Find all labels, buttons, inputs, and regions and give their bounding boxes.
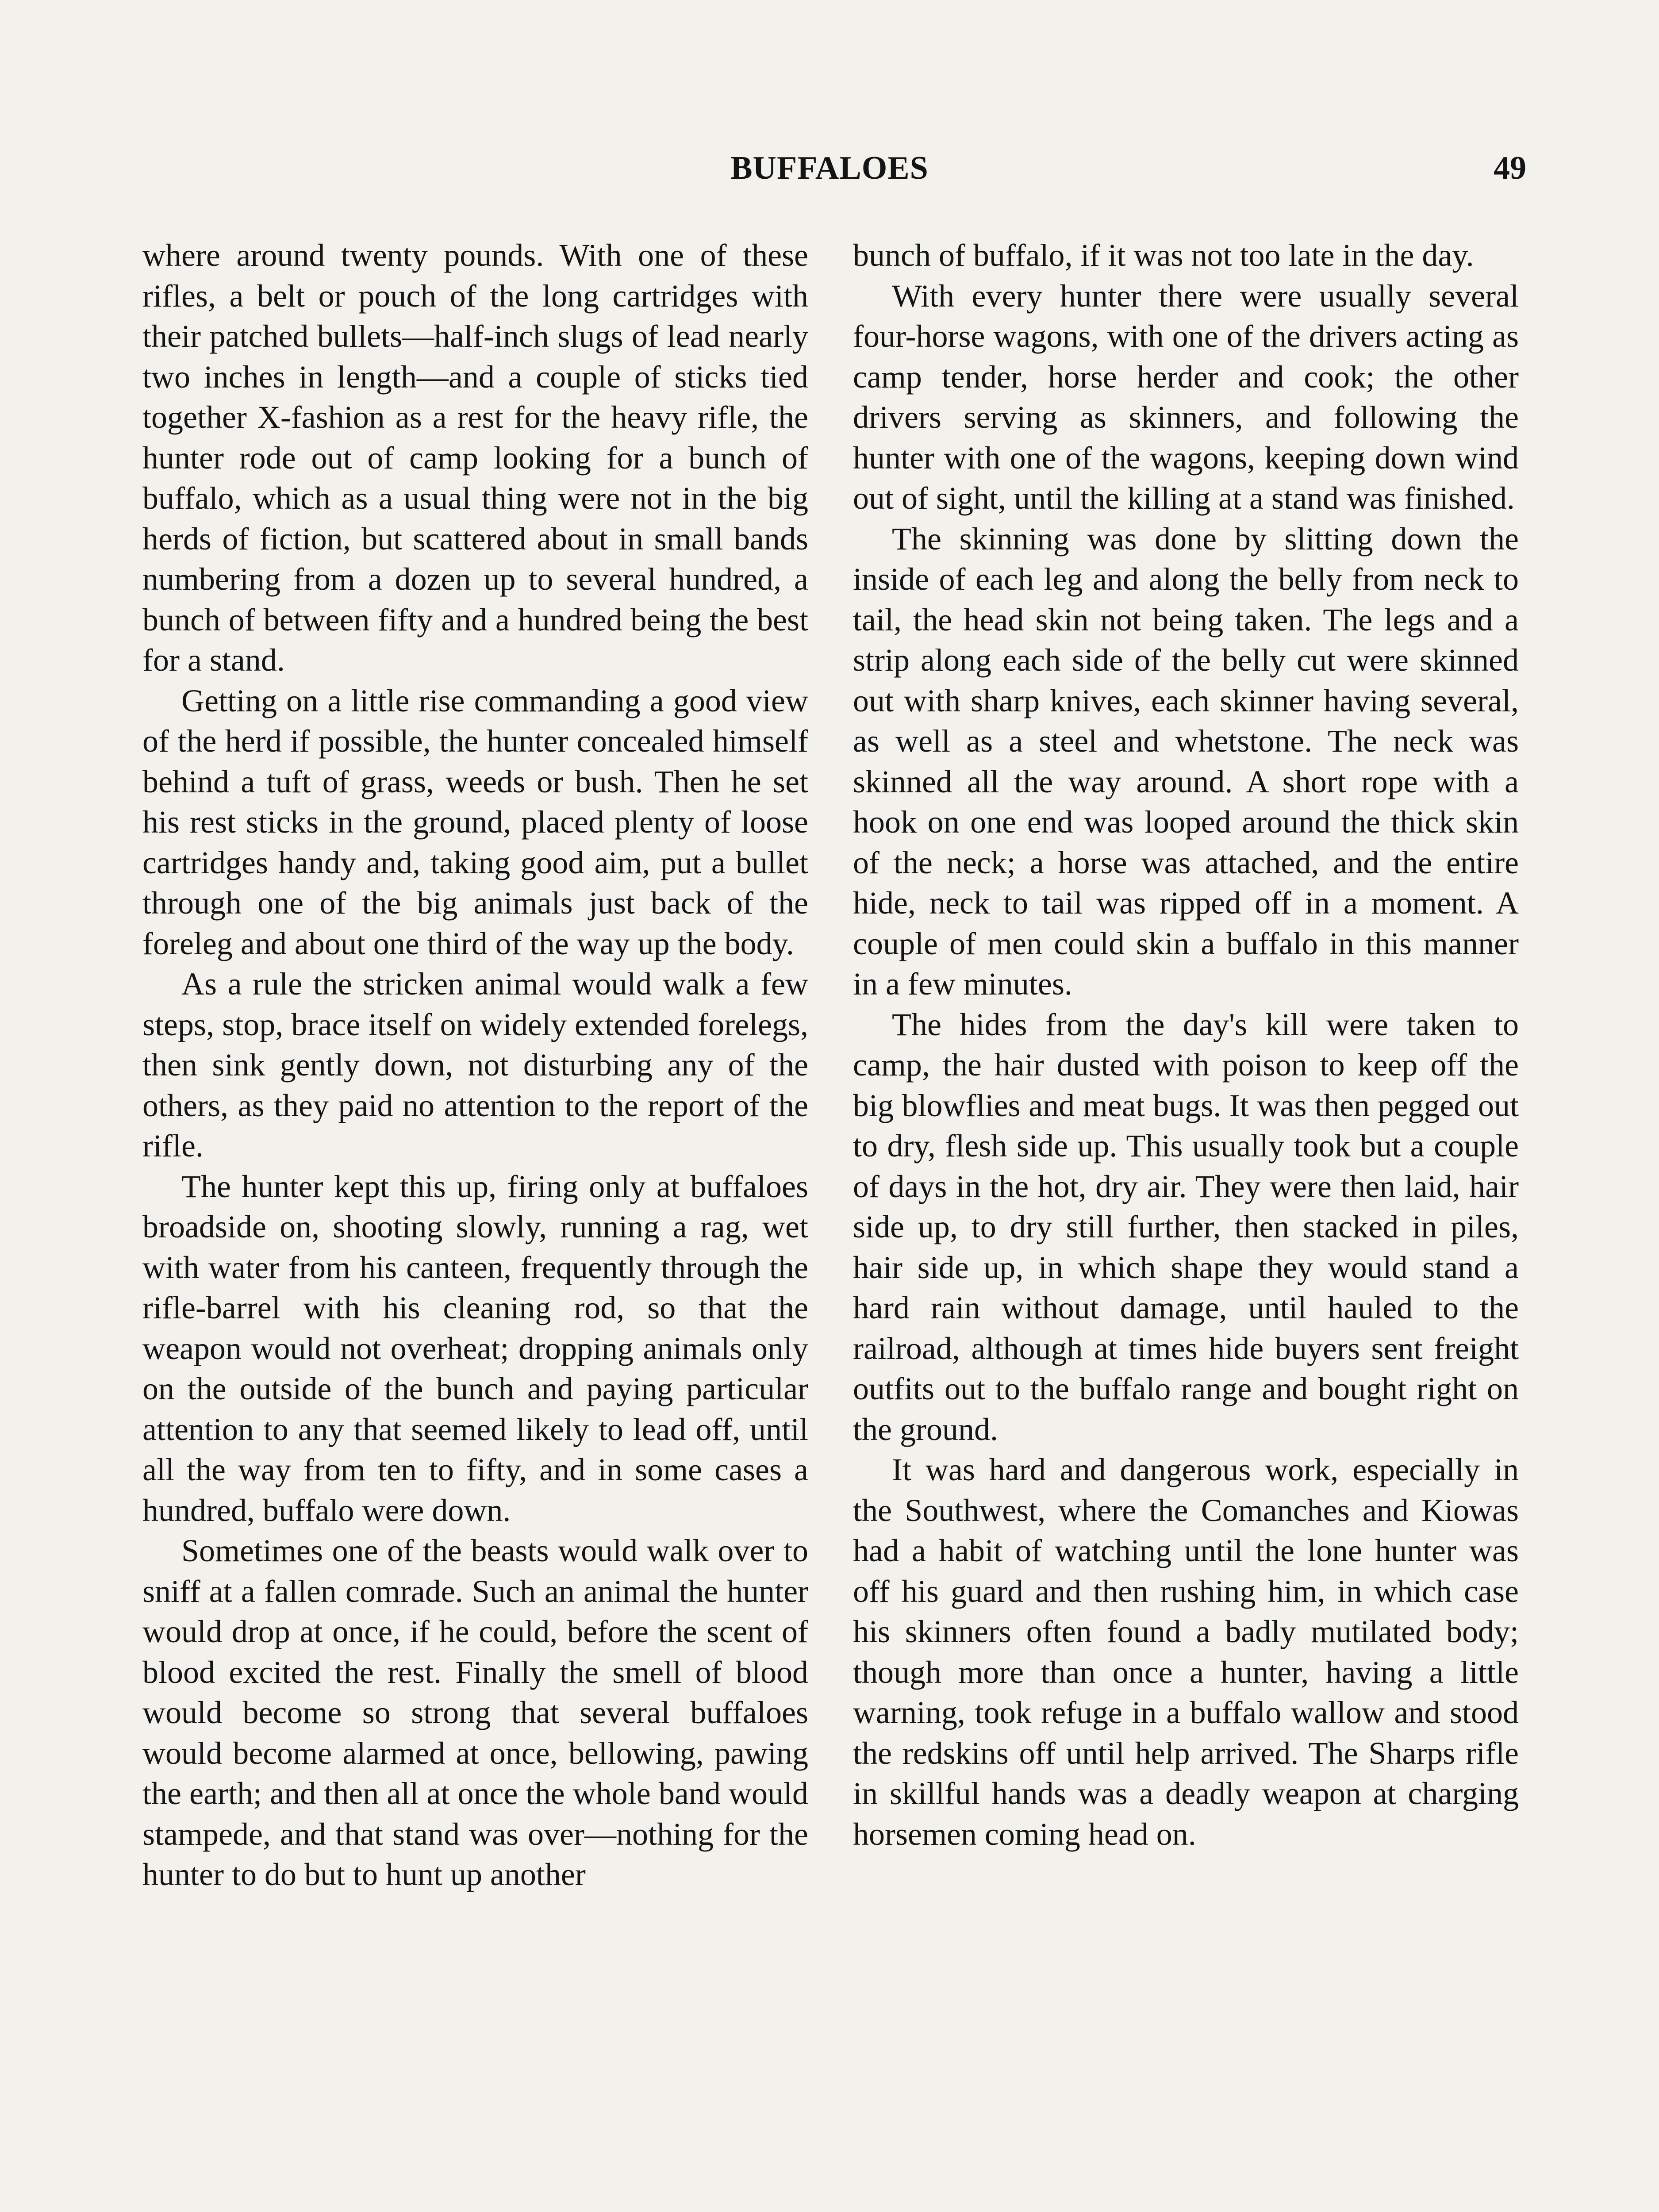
paragraph: The hunter kept this up, firing only at buffaloes broadside on, shooting slowly, running a rag, wet with water from his canteen, frequently through the rifle-barrel with his cleaning rod, so that the weapon would not overheat; dropping animals only on the outside of the bunch and paying particular attention to any that seemed likely to lead off, until all the way from ten to fifty, and in some cases a hundred, buffalo were down.: [142, 1168, 808, 1528]
paragraph: Sometimes one of the beasts would walk over to sniff at a fallen comrade. Such an animal the hunter would drop at once, if he could, before the scent of blood excited the rest. Finally the smell of blood would become so strong that several buffaloes would become alarmed at once, bellowing, pawing the earth; and then all at once the whole band would stampede, and that stand was over—nothing for the hunter to do but to hunt up another: [142, 1533, 808, 1892]
paragraph: The skinning was done by slitting down the inside of each leg and along the belly from neck to tail, the head skin not being taken. The legs and a strip along each side of the belly cut were skinned out with sharp knives, each skinner having several, as well as a steel and whetstone. The neck was skinned all the way around. A short rope with a hook on one end was looped around the thick skin of the neck; a horse was attached, and the entire hide, neck to tail was ripped off in a moment. A couple of men could skin a buffalo in this manner in a few minutes.: [853, 521, 1519, 1002]
running-head: [0, 144, 1659, 192]
paragraph: where around twenty pounds. With one of these rifles, a belt or pouch of the long cartridges with their patched bullets—half-inch slugs of lead nearly two inches in length—and a couple of sticks tied together X-fashion as a rest for the heavy rifle, the hunter rode out of camp looking for a bunch of buffalo, which as a usual thing were not in the big herds of fiction, but scattered about in small bands numbering from a dozen up to several hundred, a bunch of between fifty and a hundred being the best for a stand.: [142, 238, 808, 678]
paragraph: It was hard and dangerous work, especially in the Southwest, where the Comanches and Kiowas had a habit of watching until the lone hunter was off his guard and then rushing him, in which case his skinners often found a badly mutilated body; though more than once a hunter, having a little warning, took refuge in a buffalo wallow and stood the redskins off until help arrived. The Sharps rifle in skillful hands was a deadly weapon at charging horsemen coming head on.: [853, 1452, 1519, 1852]
paragraph: The hides from the day's kill were taken to camp, the hair dusted with poison to keep off the big blowflies and meat bugs. It was then pegged out to dry, flesh side up. This usually took but a couple of days in the hot, dry air. They were then laid, hair side up, to dry still further, then stacked in piles, hair side up, in which shape they would stand a hard rain without damage, until hauled to the railroad, although at times hide buyers sent freight outfits out to the buffalo range and bought right on the ground.: [853, 1006, 1519, 1447]
paragraph: Getting on a little rise commanding a good view of the herd if possible, the hunter concealed himself behind a tuft of grass, weeds or bush. Then he set his rest sticks in the ground, placed plenty of loose cartridges handy and, taking good aim, put a bullet through one of the big animals just back of the foreleg and about one third of the way up the body.: [142, 683, 808, 961]
right-text-column: [853, 235, 1519, 1855]
running-title: BUFFALOES: [730, 150, 929, 186]
left-text-column: [142, 235, 808, 1895]
paragraph: As a rule the stricken animal would walk a few steps, stop, brace itself on widely extended forelegs, then sink gently down, not disturbing any of the others, as they paid no attention to the report of the rifle.: [142, 966, 808, 1164]
paragraph: bunch of buffalo, if it was not too late in the day.: [853, 238, 1474, 273]
paragraph: With every hunter there were usually several four-horse wagons, with one of the drivers acting as camp tender, horse herder and cook; the other drivers serving as skinners, and following the hunter with one of the wagons, keeping down wind out of sight, until the killing at a stand was finished.: [853, 278, 1519, 516]
page-number: 49: [1494, 150, 1526, 186]
